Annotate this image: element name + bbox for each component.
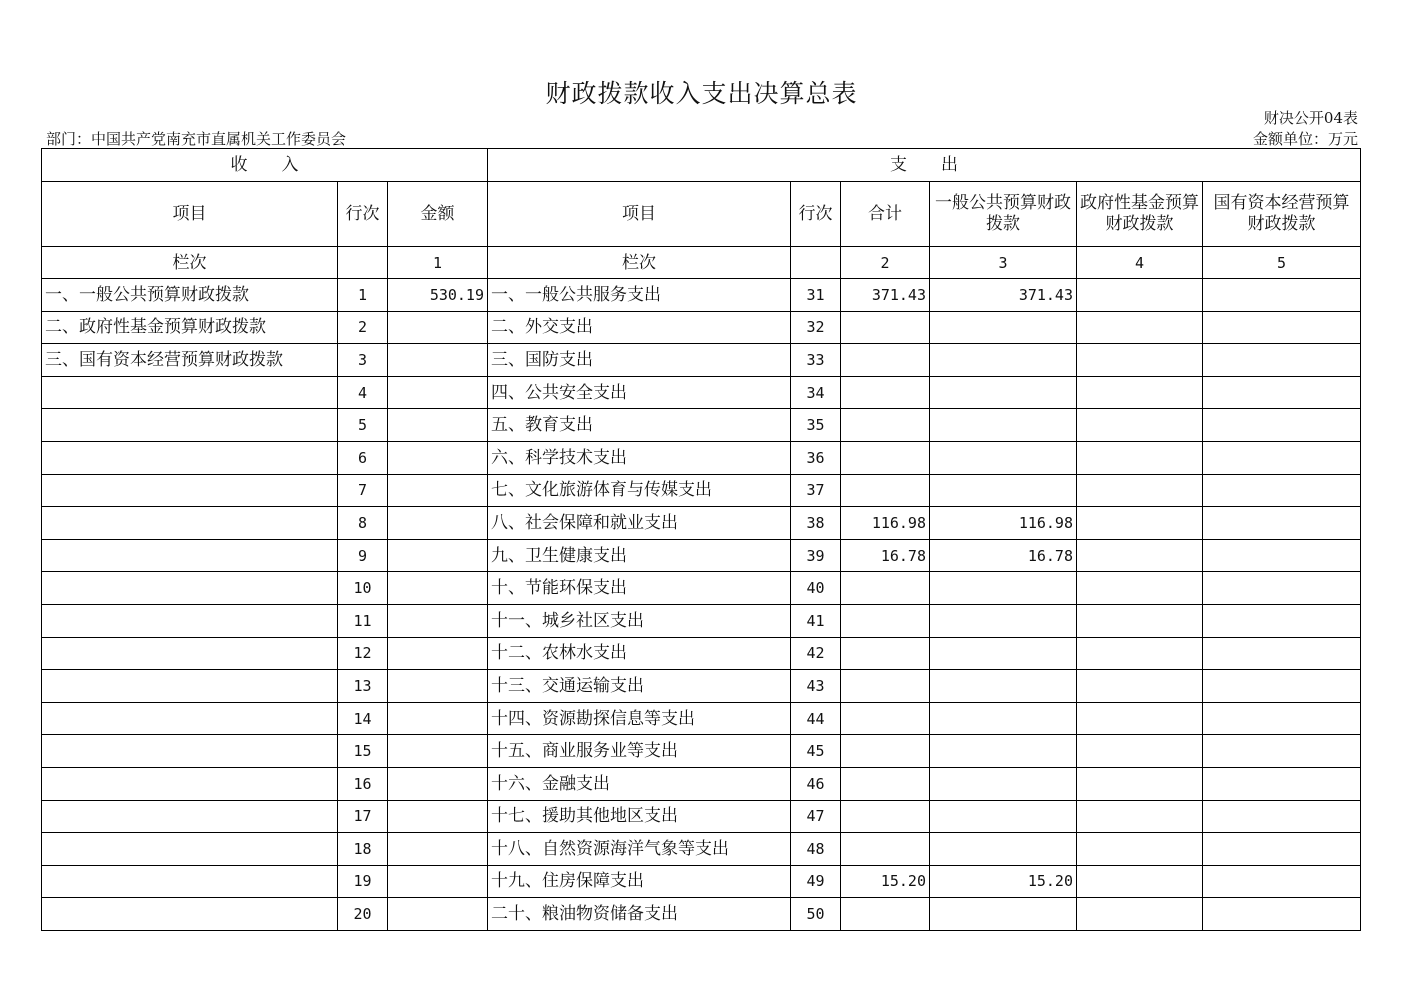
income-item-cell bbox=[42, 441, 338, 474]
total-header: 合计 bbox=[841, 182, 930, 247]
expense-item-cell: 十三、交通运输支出 bbox=[488, 670, 791, 703]
state-capital-cell bbox=[1203, 279, 1361, 312]
gov-fund-header: 政府性基金预算财政拨款 bbox=[1077, 182, 1203, 247]
general-budget-cell: 371.43 bbox=[930, 279, 1077, 312]
income-amount-cell bbox=[388, 898, 488, 931]
total-cell bbox=[841, 702, 930, 735]
table-row bbox=[42, 604, 1361, 637]
income-row-no-header: 行次 bbox=[338, 182, 388, 247]
income-row-no-cell: 14 bbox=[338, 702, 388, 735]
gov-fund-cell bbox=[1077, 865, 1203, 898]
total-cell bbox=[841, 474, 930, 507]
total-cell: 16.78 bbox=[841, 539, 930, 572]
state-capital-cell bbox=[1203, 604, 1361, 637]
general-budget-cell bbox=[930, 572, 1077, 605]
income-item-cell bbox=[42, 735, 338, 768]
income-row-no-cell: 15 bbox=[338, 735, 388, 768]
total-cell: 116.98 bbox=[841, 507, 930, 540]
income-item-cell bbox=[42, 637, 338, 670]
gov-fund-cell bbox=[1077, 604, 1203, 637]
expense-item-cell: 九、卫生健康支出 bbox=[488, 539, 791, 572]
general-budget-cell bbox=[930, 311, 1077, 344]
table-row bbox=[42, 670, 1361, 703]
expense-row-no-cell: 42 bbox=[791, 637, 841, 670]
income-row-no-cell: 19 bbox=[338, 865, 388, 898]
table-row bbox=[42, 833, 1361, 866]
income-amount-cell bbox=[388, 604, 488, 637]
expense-row-no-header: 行次 bbox=[791, 182, 841, 247]
gov-fund-cell bbox=[1077, 507, 1203, 540]
expense-row-no-cell: 43 bbox=[791, 670, 841, 703]
total-cell bbox=[841, 898, 930, 931]
state-capital-cell bbox=[1203, 572, 1361, 605]
general-budget-cell bbox=[930, 800, 1077, 833]
expense-item-cell: 十八、自然资源海洋气象等支出 bbox=[488, 833, 791, 866]
income-amount-cell bbox=[388, 474, 488, 507]
state-capital-cell bbox=[1203, 344, 1361, 377]
state-capital-cell bbox=[1203, 898, 1361, 931]
table-row bbox=[42, 898, 1361, 931]
income-amount-cell bbox=[388, 800, 488, 833]
gov-fund-cell bbox=[1077, 376, 1203, 409]
general-budget-cell bbox=[930, 637, 1077, 670]
general-budget-header: 一般公共预算财政拨款 bbox=[930, 182, 1077, 247]
income-amount-cell bbox=[388, 344, 488, 377]
general-budget-cell bbox=[930, 767, 1077, 800]
general-budget-cell: 116.98 bbox=[930, 507, 1077, 540]
income-row-no-cell: 13 bbox=[338, 670, 388, 703]
expense-row-no-cell: 39 bbox=[791, 539, 841, 572]
income-amount-cell bbox=[388, 376, 488, 409]
total-cell bbox=[841, 376, 930, 409]
expense-row-no-cell: 47 bbox=[791, 800, 841, 833]
state-capital-cell bbox=[1203, 441, 1361, 474]
table-row bbox=[42, 702, 1361, 735]
expense-row-no-cell: 36 bbox=[791, 441, 841, 474]
total-cell bbox=[841, 572, 930, 605]
income-row-no-cell: 10 bbox=[338, 572, 388, 605]
income-item-cell bbox=[42, 409, 338, 442]
expense-row-no-cell: 38 bbox=[791, 507, 841, 540]
column-index-row bbox=[42, 247, 1361, 279]
general-budget-cell bbox=[930, 702, 1077, 735]
expense-row-no-cell: 45 bbox=[791, 735, 841, 768]
state-capital-header: 国有资本经营预算财政拨款 bbox=[1203, 182, 1361, 247]
income-row-no-cell: 1 bbox=[338, 279, 388, 312]
general-budget-cell bbox=[930, 604, 1077, 637]
col-label: 栏次 bbox=[42, 247, 338, 279]
total-cell bbox=[841, 441, 930, 474]
gov-fund-cell bbox=[1077, 441, 1203, 474]
col-index-blank-2 bbox=[791, 247, 841, 279]
income-row-no-cell: 18 bbox=[338, 833, 388, 866]
header-group-row bbox=[42, 149, 1361, 182]
table-row bbox=[42, 735, 1361, 768]
income-item-cell bbox=[42, 767, 338, 800]
expense-item-cell: 十、节能环保支出 bbox=[488, 572, 791, 605]
gov-fund-cell bbox=[1077, 898, 1203, 931]
gov-fund-cell bbox=[1077, 344, 1203, 377]
expense-item-cell: 八、社会保障和就业支出 bbox=[488, 507, 791, 540]
state-capital-cell bbox=[1203, 539, 1361, 572]
expense-header: 支 出 bbox=[488, 149, 1361, 182]
expense-row-no-cell: 50 bbox=[791, 898, 841, 931]
state-capital-cell bbox=[1203, 865, 1361, 898]
table-row bbox=[42, 474, 1361, 507]
state-capital-cell bbox=[1203, 670, 1361, 703]
total-cell bbox=[841, 409, 930, 442]
col-index-1: 1 bbox=[388, 247, 488, 279]
income-amount-cell bbox=[388, 735, 488, 768]
income-amount-cell bbox=[388, 539, 488, 572]
income-header: 收 入 bbox=[42, 149, 488, 182]
total-cell bbox=[841, 735, 930, 768]
expense-row-no-cell: 49 bbox=[791, 865, 841, 898]
gov-fund-cell bbox=[1077, 409, 1203, 442]
expense-item-header: 项目 bbox=[488, 182, 791, 247]
income-item-header: 项目 bbox=[42, 182, 338, 247]
gov-fund-cell bbox=[1077, 311, 1203, 344]
income-item-cell bbox=[42, 898, 338, 931]
income-row-no-cell: 2 bbox=[338, 311, 388, 344]
state-capital-cell bbox=[1203, 833, 1361, 866]
income-amount-cell bbox=[388, 865, 488, 898]
total-cell bbox=[841, 833, 930, 866]
state-capital-cell bbox=[1203, 507, 1361, 540]
page-title: 财政拨款收入支出决算总表 bbox=[545, 79, 858, 108]
gov-fund-cell bbox=[1077, 800, 1203, 833]
gov-fund-cell bbox=[1077, 833, 1203, 866]
income-item-cell: 一、一般公共预算财政拨款 bbox=[42, 279, 338, 312]
general-budget-cell bbox=[930, 344, 1077, 377]
income-amount-cell: 530.19 bbox=[388, 279, 488, 312]
expense-row-no-cell: 48 bbox=[791, 833, 841, 866]
income-row-no-cell: 9 bbox=[338, 539, 388, 572]
gov-fund-cell bbox=[1077, 702, 1203, 735]
income-amount-cell bbox=[388, 441, 488, 474]
table-row bbox=[42, 279, 1361, 312]
income-row-no-cell: 5 bbox=[338, 409, 388, 442]
state-capital-cell bbox=[1203, 474, 1361, 507]
expense-item-cell: 二十、粮油物资储备支出 bbox=[488, 898, 791, 931]
income-amount-cell bbox=[388, 702, 488, 735]
income-item-cell: 二、政府性基金预算财政拨款 bbox=[42, 311, 338, 344]
table-row bbox=[42, 539, 1361, 572]
expense-item-cell: 四、公共安全支出 bbox=[488, 376, 791, 409]
table-row bbox=[42, 637, 1361, 670]
expense-item-cell: 十九、住房保障支出 bbox=[488, 865, 791, 898]
expense-item-cell: 十六、金融支出 bbox=[488, 767, 791, 800]
income-row-no-cell: 11 bbox=[338, 604, 388, 637]
expense-item-cell: 七、文化旅游体育与传媒支出 bbox=[488, 474, 791, 507]
income-amount-cell bbox=[388, 767, 488, 800]
expense-row-no-cell: 37 bbox=[791, 474, 841, 507]
income-amount-cell bbox=[388, 833, 488, 866]
header-column-row bbox=[42, 182, 1361, 247]
general-budget-cell bbox=[930, 833, 1077, 866]
expense-item-cell: 六、科学技术支出 bbox=[488, 441, 791, 474]
col-index-5: 5 bbox=[1203, 247, 1361, 279]
state-capital-cell bbox=[1203, 637, 1361, 670]
income-amount-cell bbox=[388, 409, 488, 442]
col-index-3: 3 bbox=[930, 247, 1077, 279]
general-budget-cell bbox=[930, 474, 1077, 507]
income-item-cell bbox=[42, 539, 338, 572]
table-row bbox=[42, 767, 1361, 800]
gov-fund-cell bbox=[1077, 572, 1203, 605]
total-cell bbox=[841, 800, 930, 833]
expense-item-cell: 十四、资源勘探信息等支出 bbox=[488, 702, 791, 735]
total-cell bbox=[841, 604, 930, 637]
expense-item-cell: 十七、援助其他地区支出 bbox=[488, 800, 791, 833]
income-item-cell: 三、国有资本经营预算财政拨款 bbox=[42, 344, 338, 377]
expense-row-no-cell: 31 bbox=[791, 279, 841, 312]
general-budget-cell bbox=[930, 409, 1077, 442]
expense-item-cell: 三、国防支出 bbox=[488, 344, 791, 377]
state-capital-cell bbox=[1203, 409, 1361, 442]
total-cell bbox=[841, 637, 930, 670]
total-cell bbox=[841, 344, 930, 377]
state-capital-cell bbox=[1203, 702, 1361, 735]
expense-item-cell: 二、外交支出 bbox=[488, 311, 791, 344]
expense-row-no-cell: 35 bbox=[791, 409, 841, 442]
income-row-no-cell: 6 bbox=[338, 441, 388, 474]
total-cell: 15.20 bbox=[841, 865, 930, 898]
income-amount-cell bbox=[388, 670, 488, 703]
income-row-no-cell: 7 bbox=[338, 474, 388, 507]
expense-row-no-cell: 32 bbox=[791, 311, 841, 344]
state-capital-cell bbox=[1203, 767, 1361, 800]
income-item-cell bbox=[42, 604, 338, 637]
expense-item-cell: 十五、商业服务业等支出 bbox=[488, 735, 791, 768]
total-cell: 371.43 bbox=[841, 279, 930, 312]
income-item-cell bbox=[42, 800, 338, 833]
col-index-4: 4 bbox=[1077, 247, 1203, 279]
expense-row-no-cell: 46 bbox=[791, 767, 841, 800]
table-row bbox=[42, 376, 1361, 409]
state-capital-cell bbox=[1203, 800, 1361, 833]
budget-table bbox=[41, 148, 1361, 931]
income-item-cell bbox=[42, 702, 338, 735]
income-row-no-cell: 8 bbox=[338, 507, 388, 540]
income-item-cell bbox=[42, 474, 338, 507]
income-amount-cell bbox=[388, 507, 488, 540]
income-row-no-cell: 17 bbox=[338, 800, 388, 833]
income-item-cell bbox=[42, 572, 338, 605]
general-budget-cell bbox=[930, 441, 1077, 474]
general-budget-cell bbox=[930, 670, 1077, 703]
income-item-cell bbox=[42, 865, 338, 898]
income-amount-header: 金额 bbox=[388, 182, 488, 247]
department-label: 部门：中国共产党南充市直属机关工作委员会 bbox=[46, 130, 347, 148]
income-item-cell bbox=[42, 507, 338, 540]
income-row-no-cell: 12 bbox=[338, 637, 388, 670]
general-budget-cell bbox=[930, 376, 1077, 409]
income-item-cell bbox=[42, 670, 338, 703]
general-budget-cell bbox=[930, 898, 1077, 931]
table-row bbox=[42, 344, 1361, 377]
expense-row-no-cell: 34 bbox=[791, 376, 841, 409]
gov-fund-cell bbox=[1077, 474, 1203, 507]
gov-fund-cell bbox=[1077, 735, 1203, 768]
total-cell bbox=[841, 767, 930, 800]
table-row bbox=[42, 572, 1361, 605]
expense-item-cell: 十一、城乡社区支出 bbox=[488, 604, 791, 637]
table-row bbox=[42, 800, 1361, 833]
form-number: 财决公开04表 bbox=[1263, 109, 1358, 127]
general-budget-cell: 15.20 bbox=[930, 865, 1077, 898]
col-index-2: 2 bbox=[841, 247, 930, 279]
gov-fund-cell bbox=[1077, 539, 1203, 572]
expense-row-no-cell: 33 bbox=[791, 344, 841, 377]
income-item-cell bbox=[42, 833, 338, 866]
expense-row-no-cell: 44 bbox=[791, 702, 841, 735]
total-cell bbox=[841, 670, 930, 703]
income-row-no-cell: 16 bbox=[338, 767, 388, 800]
gov-fund-cell bbox=[1077, 767, 1203, 800]
income-row-no-cell: 3 bbox=[338, 344, 388, 377]
unit-label: 金额单位：万元 bbox=[1252, 130, 1358, 148]
general-budget-cell bbox=[930, 735, 1077, 768]
expense-row-no-cell: 40 bbox=[791, 572, 841, 605]
income-item-cell bbox=[42, 376, 338, 409]
table-row bbox=[42, 311, 1361, 344]
table-row bbox=[42, 409, 1361, 442]
state-capital-cell bbox=[1203, 735, 1361, 768]
gov-fund-cell bbox=[1077, 279, 1203, 312]
expense-item-cell: 十二、农林水支出 bbox=[488, 637, 791, 670]
expense-item-cell: 一、一般公共服务支出 bbox=[488, 279, 791, 312]
income-row-no-cell: 20 bbox=[338, 898, 388, 931]
general-budget-cell: 16.78 bbox=[930, 539, 1077, 572]
income-amount-cell bbox=[388, 637, 488, 670]
expense-row-no-cell: 41 bbox=[791, 604, 841, 637]
table-row bbox=[42, 507, 1361, 540]
income-row-no-cell: 4 bbox=[338, 376, 388, 409]
income-amount-cell bbox=[388, 311, 488, 344]
gov-fund-cell bbox=[1077, 670, 1203, 703]
table-row bbox=[42, 441, 1361, 474]
col-index-blank bbox=[338, 247, 388, 279]
expense-item-cell: 五、教育支出 bbox=[488, 409, 791, 442]
total-cell bbox=[841, 311, 930, 344]
state-capital-cell bbox=[1203, 376, 1361, 409]
income-amount-cell bbox=[388, 572, 488, 605]
table-row bbox=[42, 865, 1361, 898]
exp-col-label: 栏次 bbox=[488, 247, 791, 279]
state-capital-cell bbox=[1203, 311, 1361, 344]
gov-fund-cell bbox=[1077, 637, 1203, 670]
